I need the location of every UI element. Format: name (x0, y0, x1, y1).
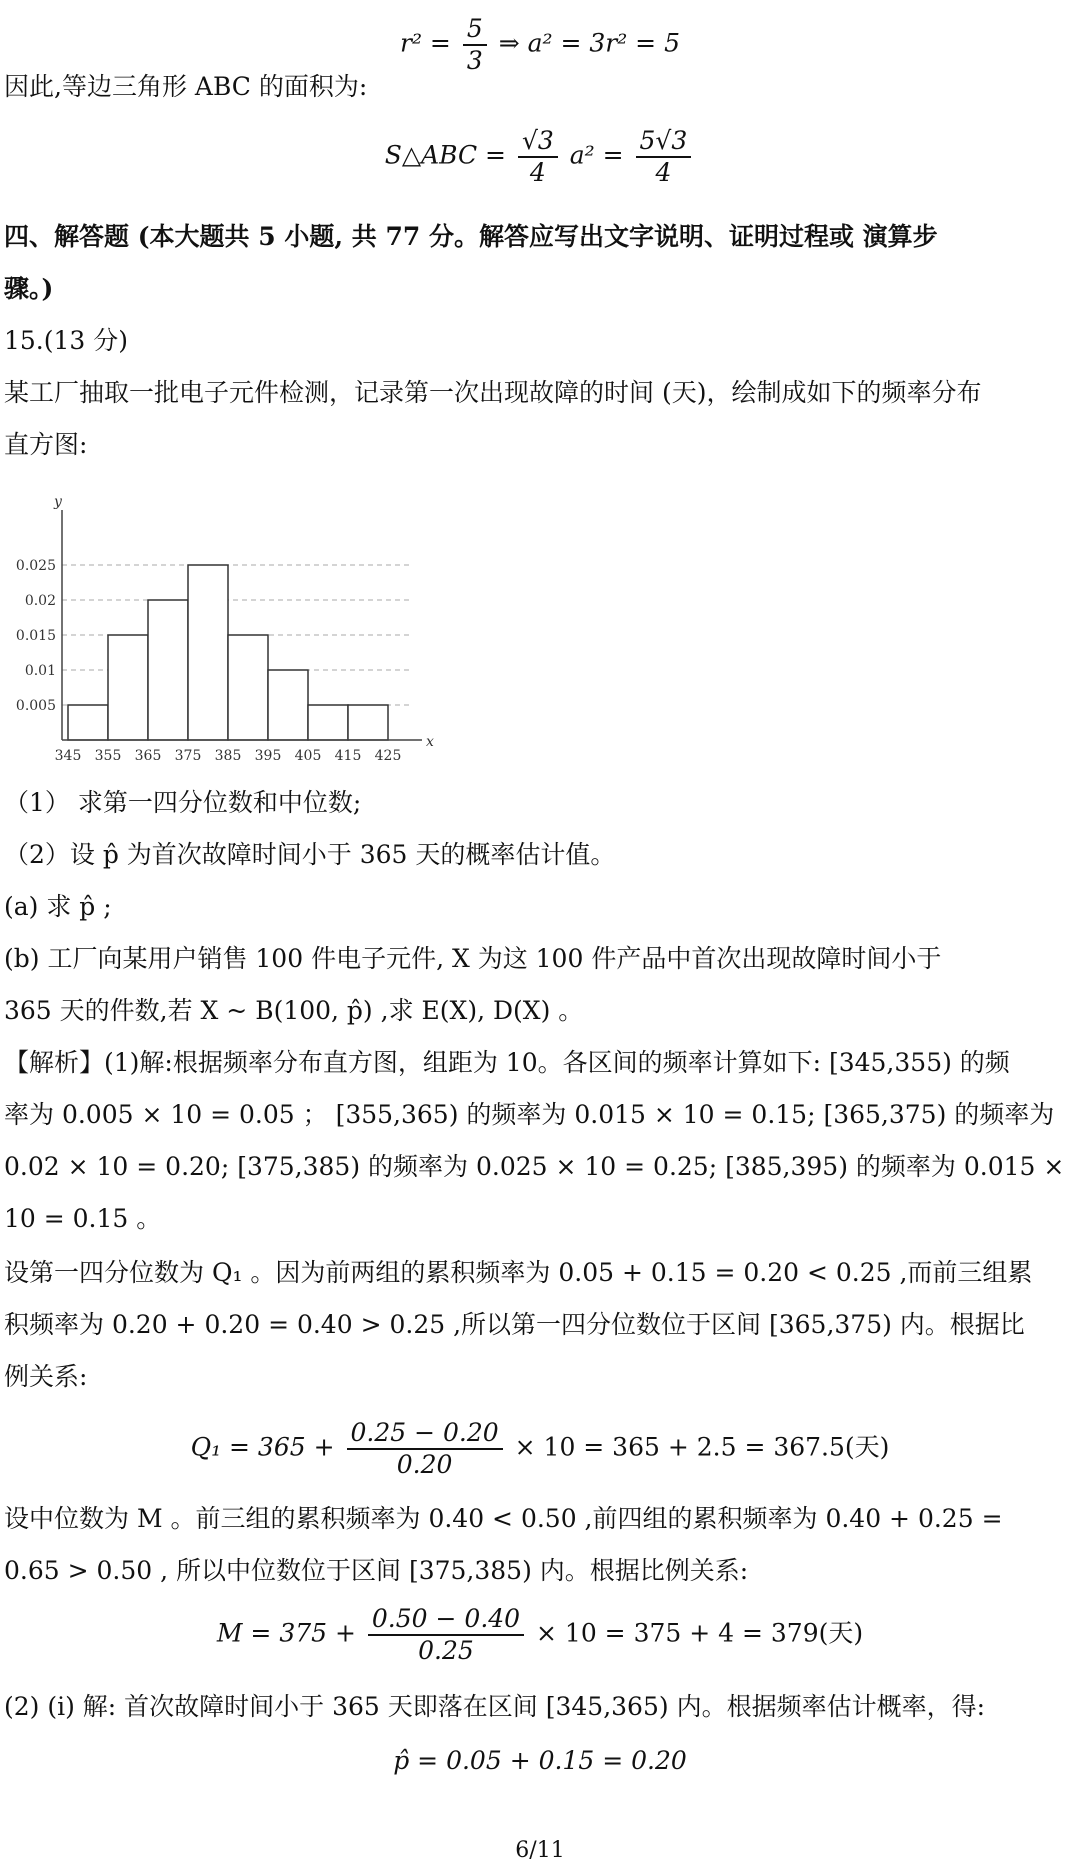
histogram-bar (308, 705, 348, 740)
formula-r2-rhs: ⇒ a² = 3r² = 5 (498, 28, 680, 58)
area-intro-text: 因此,等边三角形 ABC 的面积为: (4, 72, 368, 101)
formula-r2-fraction (463, 14, 487, 76)
histogram-bar (268, 670, 308, 740)
solution-line-5: 设第一四分位数为 Q₁ 。因为前两组的累积频率为 0.05 + 0.15 = 0.20 < 0.25 ,而前三组累 (4, 1258, 1033, 1287)
formula-area-fraction-1 (518, 126, 558, 188)
y-axis-label: y (54, 494, 62, 510)
formula-r2-lhs: r² = (400, 28, 451, 58)
y-tick-label: 0.005 (15, 698, 56, 714)
fraction-numerator: 5 (463, 14, 487, 46)
formula-area (0, 126, 1080, 188)
y-tick-label: 0.025 (15, 558, 56, 574)
y-tick-label: 0.02 (24, 593, 56, 609)
fraction-denominator: 3 (466, 46, 483, 75)
histogram-bar (228, 635, 268, 740)
formula-area-lhs: S△ABC = (384, 140, 506, 170)
fraction-denominator: 4 (529, 158, 546, 187)
fraction-denominator: 0.25 (418, 1636, 474, 1665)
x-tick-label: 385 (214, 748, 242, 764)
histogram-bar (148, 600, 188, 740)
fraction-denominator: 0.20 (396, 1450, 453, 1479)
solution-line-10: (2) (i) 解: 首次故障时间小于 365 天即落在区间 [345,365) 内。根据频率估计概率，得: (4, 1692, 985, 1721)
x-tick-label: 415 (334, 748, 362, 764)
formula-q1-lhs: Q₁ = 365 + (190, 1432, 335, 1462)
x-tick-label: 375 (174, 748, 202, 764)
fraction-numerator: 0.50 − 0.40 (368, 1604, 524, 1636)
x-tick-label: 355 (94, 748, 122, 764)
y-tick-label: 0.015 (15, 628, 56, 644)
x-tick-label: 425 (374, 748, 402, 764)
formula-median-rhs: × 10 = 375 + 4 = 379(天) (536, 1618, 864, 1648)
solution-line-2: 率为 0.005 × 10 = 0.05 ； [355,365) 的频率为 0.015 × 10 = 0.15; [365,375) 的频率为 (4, 1100, 1055, 1129)
formula-median-fraction (368, 1604, 524, 1666)
question-15-text-line-2: 直方图: (4, 430, 88, 459)
formula-q1 (0, 1418, 1080, 1480)
histogram-bar (348, 705, 388, 740)
question-part-b-line-2: 365 天的件数,若 X ~ B(100, p̂) ,求 E(X), D(X) 。 (4, 996, 584, 1025)
x-tick-label: 395 (254, 748, 282, 764)
formula-area-fraction-2 (636, 126, 692, 188)
x-tick-label: 345 (54, 748, 82, 764)
formula-area-mid: a² = (569, 140, 624, 170)
fraction-denominator: 4 (655, 158, 672, 187)
section-title-line-1: 四、解答题 (本大题共 5 小题, 共 77 分。解答应写出文字说明、证明过程或 演算步 (4, 222, 938, 251)
x-tick-label: 405 (294, 748, 322, 764)
formula-q1-rhs: × 10 = 365 + 2.5 = 367.5(天) (514, 1432, 890, 1462)
question-part-2: （2）设 p̂ 为首次故障时间小于 365 天的概率估计值。 (4, 840, 616, 869)
solution-line-3: 0.02 × 10 = 0.20; [375,385) 的频率为 0.025 × 10 = 0.25; [385,395) 的频率为 0.015 × (4, 1152, 1065, 1181)
formula-r-squared (0, 14, 1080, 76)
x-tick-label: 365 (134, 748, 162, 764)
formula-median-lhs: M = 375 + (216, 1618, 356, 1648)
x-axis-label: x (426, 734, 434, 750)
formula-p-hat: p̂ = 0.05 + 0.15 = 0.20 (393, 1746, 687, 1775)
fraction-numerator: √3 (518, 126, 558, 158)
solution-line-9: 0.65 > 0.50 , 所以中位数位于区间 [375,385) 内。根据比例关系: (4, 1556, 749, 1585)
frequency-histogram (0, 490, 460, 780)
page-number: 6/11 (515, 1838, 565, 1863)
solution-line-8: 设中位数为 M 。前三组的累积频率为 0.40 < 0.50 ,前四组的累积频率为 0.40 + 0.25 = (4, 1504, 1003, 1533)
section-title-line-2: 骤。) (4, 274, 54, 303)
fraction-numerator: 0.25 − 0.20 (347, 1418, 503, 1450)
histogram-bar (188, 565, 228, 740)
formula-median (0, 1604, 1080, 1666)
histogram-svg (0, 490, 460, 780)
formula-q1-fraction (347, 1418, 503, 1480)
y-tick-label: 0.01 (24, 663, 56, 679)
fraction-numerator: 5√3 (636, 126, 692, 158)
solution-line-7: 例关系: (4, 1362, 88, 1391)
question-part-a: (a) 求 p̂ ; (4, 892, 112, 921)
solution-line-4: 10 = 0.15 。 (4, 1204, 162, 1233)
histogram-bar (108, 635, 148, 740)
question-15-header: 15.(13 分) (4, 326, 129, 355)
solution-line-1: 【解析】(1)解:根据频率分布直方图，组距为 10。各区间的频率计算如下: [345,355) 的频 (4, 1048, 1010, 1077)
question-15-text-line-1: 某工厂抽取一批电子元件检测，记录第一次出现故障的时间 (天)，绘制成如下的频率分布 (4, 378, 982, 407)
solution-line-6: 积频率为 0.20 + 0.20 = 0.40 > 0.25 ,所以第一四分位数位于区间 [365,375) 内。根据比 (4, 1310, 1025, 1339)
histogram-bar (68, 705, 108, 740)
question-part-1: （1） 求第一四分位数和中位数; (4, 788, 362, 817)
question-part-b-line-1: (b) 工厂向某用户销售 100 件电子元件, X 为这 100 件产品中首次出现故障时间小于 (4, 944, 942, 973)
